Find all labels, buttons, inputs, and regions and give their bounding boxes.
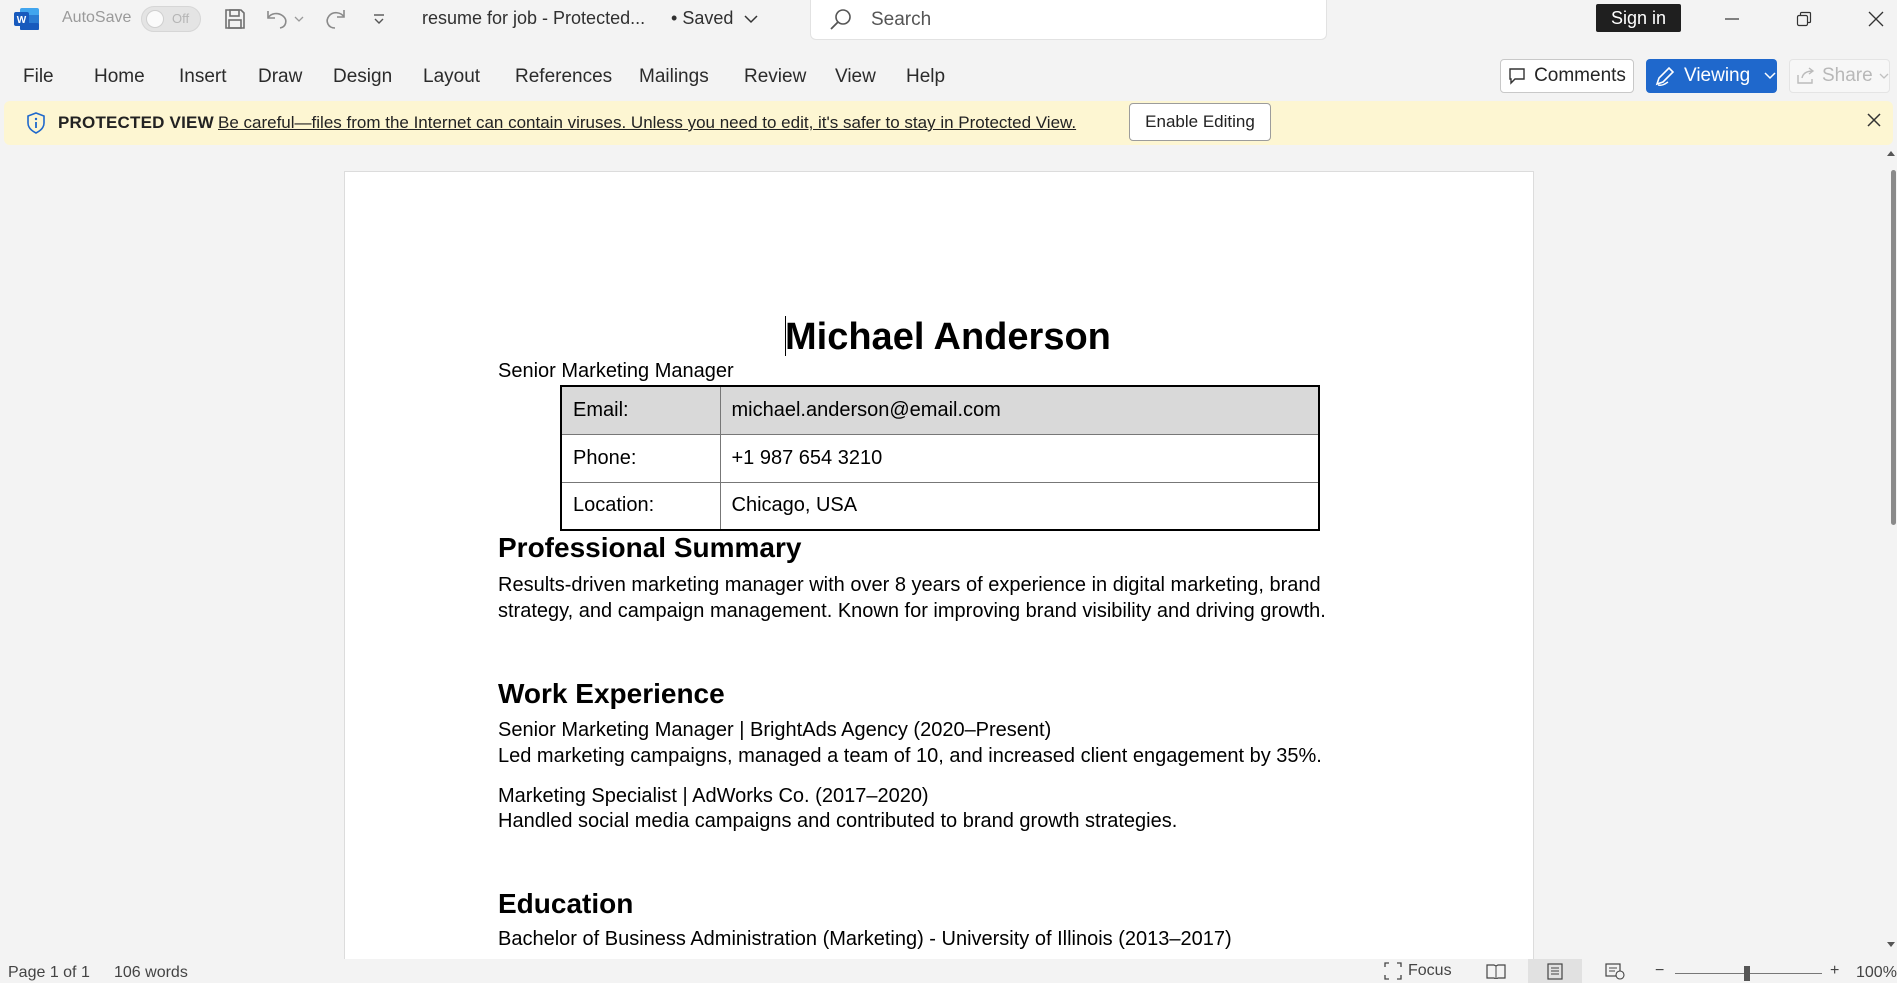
- minimize-icon: [1724, 11, 1740, 27]
- tab-layout[interactable]: Layout: [423, 66, 481, 87]
- svg-text:W: W: [16, 15, 27, 26]
- chevron-down-icon: [1764, 72, 1776, 80]
- document-page[interactable]: [344, 171, 1534, 959]
- contact-value: Chicago, USA: [720, 482, 1319, 530]
- close-window-button[interactable]: [1856, 4, 1896, 34]
- comments-button[interactable]: [1500, 59, 1634, 93]
- tab-draw[interactable]: Draw: [258, 66, 303, 87]
- pen-icon: [1654, 65, 1678, 87]
- zoom-slider-thumb[interactable]: [1744, 966, 1750, 981]
- scrollbar-thumb[interactable]: [1891, 170, 1896, 525]
- zoom-out-button[interactable]: −: [1655, 962, 1665, 979]
- title-bar: [0, 0, 1897, 38]
- focus-button[interactable]: [1384, 962, 1452, 980]
- autosave-state: Off: [172, 11, 190, 26]
- contact-key: Phone:: [561, 434, 720, 482]
- search-placeholder: Search: [871, 9, 932, 30]
- resume-name: Michael Anderson: [785, 316, 1111, 358]
- page-count[interactable]: Page 1 of 1: [8, 964, 90, 981]
- protected-view-label: PROTECTED VIEW: [58, 113, 214, 132]
- restore-button[interactable]: [1784, 4, 1824, 34]
- comments-label: Comments: [1534, 65, 1626, 86]
- close-icon[interactable]: [1866, 112, 1882, 128]
- table-row: [561, 434, 1319, 482]
- redo-icon[interactable]: [320, 4, 352, 34]
- autosave-toggle[interactable]: [141, 6, 201, 32]
- tab-references[interactable]: References: [515, 66, 613, 87]
- tab-mailings[interactable]: Mailings: [639, 66, 709, 87]
- protected-view-bar: [4, 101, 1893, 145]
- education-entry: Bachelor of Business Administration (Marketing) - University of Illinois (2013–2017): [498, 928, 1232, 950]
- table-row: [561, 386, 1319, 434]
- job-entry-title: Senior Marketing Manager | BrightAds Agency (2020–Present): [498, 719, 1052, 741]
- zoom-in-button[interactable]: +: [1830, 962, 1840, 979]
- shield-info-icon: [24, 111, 48, 135]
- tab-help[interactable]: Help: [906, 66, 946, 87]
- search-icon: [829, 8, 853, 32]
- web-layout-icon[interactable]: [1605, 963, 1625, 980]
- close-icon: [1867, 10, 1885, 28]
- job-entry-description: Led marketing campaigns, managed a team of 10, and increased client engagement by 35%.: [498, 745, 1322, 767]
- undo-dropdown-icon[interactable]: [292, 4, 306, 34]
- tab-design[interactable]: Design: [333, 66, 393, 87]
- summary-line: strategy, and campaign management. Known for improving brand visibility and driving growth.: [498, 600, 1326, 622]
- restore-icon: [1796, 11, 1812, 27]
- print-layout-icon[interactable]: [1546, 963, 1564, 980]
- chevron-down-icon: [1879, 73, 1889, 80]
- minimize-button[interactable]: [1712, 4, 1752, 34]
- scroll-down-icon[interactable]: [1886, 941, 1896, 949]
- search-input[interactable]: [810, 0, 1327, 40]
- word-count[interactable]: 106 words: [114, 964, 188, 981]
- contact-value: +1 987 654 3210: [720, 434, 1319, 482]
- viewing-mode-button[interactable]: [1646, 59, 1777, 93]
- tab-view[interactable]: View: [835, 66, 876, 87]
- undo-icon[interactable]: [262, 4, 292, 34]
- document-canvas[interactable]: [0, 145, 1897, 959]
- share-label: Share: [1822, 65, 1873, 86]
- contact-key: Email:: [561, 386, 720, 434]
- resume-job-title: Senior Marketing Manager: [498, 360, 734, 382]
- document-title[interactable]: resume for job - Protected...: [422, 8, 646, 28]
- save-status[interactable]: • Saved: [671, 8, 758, 29]
- zoom-level[interactable]: 100%: [1856, 964, 1897, 981]
- contact-table: [560, 385, 1320, 531]
- sign-in-button[interactable]: Sign in: [1596, 4, 1681, 32]
- table-row: [561, 482, 1319, 530]
- viewing-label: Viewing: [1684, 65, 1751, 86]
- job-entry-description: Handled social media campaigns and contributed to brand growth strategies.: [498, 810, 1178, 832]
- share-icon: [1796, 67, 1816, 85]
- contact-value: michael.anderson@email.com: [720, 386, 1319, 434]
- tab-home[interactable]: Home: [94, 66, 145, 87]
- customize-toolbar-icon[interactable]: [368, 4, 390, 34]
- work-experience-heading: Work Experience: [498, 678, 725, 709]
- scroll-up-icon[interactable]: [1886, 149, 1896, 157]
- tab-review[interactable]: Review: [744, 66, 807, 87]
- read-mode-icon[interactable]: [1486, 963, 1506, 979]
- tab-file[interactable]: File: [23, 66, 54, 87]
- education-heading: Education: [498, 888, 634, 919]
- word-logo-icon: [14, 7, 40, 31]
- toggle-knob: [146, 10, 164, 28]
- summary-heading: Professional Summary: [498, 532, 802, 563]
- focus-icon: [1384, 962, 1402, 980]
- share-button[interactable]: [1789, 59, 1890, 93]
- enable-editing-button[interactable]: Enable Editing: [1129, 103, 1271, 141]
- save-status-text: Saved: [682, 8, 734, 28]
- summary-line: Results-driven marketing manager with over 8 years of experience in digital marketing, brand: [498, 574, 1321, 596]
- comment-icon: [1508, 67, 1526, 85]
- save-icon[interactable]: [220, 4, 250, 34]
- focus-label: Focus: [1408, 962, 1452, 979]
- job-entry-title: Marketing Specialist | AdWorks Co. (2017–2020): [498, 785, 929, 807]
- tab-insert[interactable]: Insert: [179, 66, 227, 87]
- chevron-down-icon: [744, 14, 758, 24]
- protected-view-message-link[interactable]: Be careful—files from the Internet can contain viruses. Unless you need to edit, it's safer to stay in Protected View.: [218, 113, 1077, 132]
- autosave-label: AutoSave: [62, 9, 132, 26]
- contact-key: Location:: [561, 482, 720, 530]
